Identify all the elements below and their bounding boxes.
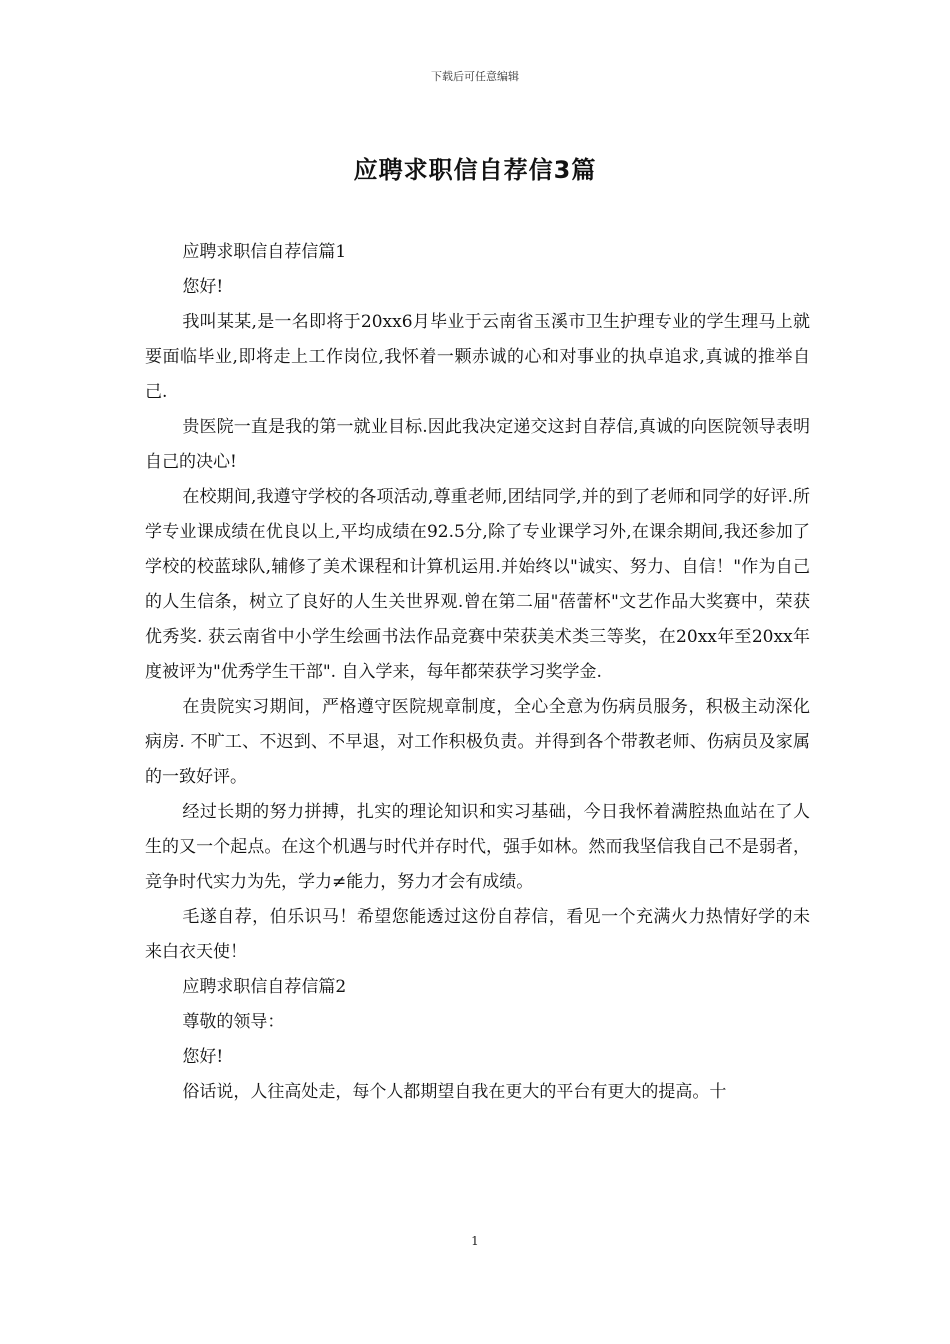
paragraph: 在贵院实习期间，严格遵守医院规章制度，全心全意为伤病员服务，积极主动深化病房. 不旷工、不迟到、不早退，对工作积极负责。并得到各个带教老师、伤病员及家属的一致好评。 (145, 697, 810, 787)
paragraph: 毛遂自荐，伯乐识马！希望您能透过这份自荐信，看见一个充满火力热情好学的未来白衣天使！ (145, 907, 810, 962)
paragraph: 经过长期的努力拼搏，扎实的理论知识和实习基础，今日我怀着满腔热血站在了人生的又一个起点。在这个机遇与时代并存时代，强手如林。然而我坚信我自己不是弱者，竞争时代实力为先，学力≠能力，努力才会有成绩。 (145, 802, 810, 892)
paragraph: 在校期间,我遵守学校的各项活动,尊重老师,团结同学,并的到了老师和同学的好评.所学专业课成绩在优良以上,平均成绩在92.5分,除了专业课学习外,在课余期间,我还参加了学校的校蓝球队,辅修了美术课程和计算机运用.并始终以"诚实、努力、自信！"作为自己的人生信条，树立了良好的人生关世界观.曾在第二届"蓓蕾杯"文艺作品大奖赛中，荣获优秀奖. 获云南省中小学生绘画书法作品竞赛中荣获美术类三等奖，在20xx年至20xx年度被评为"优秀学生干部". 自入学来，每年都荣获学习奖学金. (145, 487, 810, 682)
paragraph: 我叫某某,是一名即将于20xx6月毕业于云南省玉溪市卫生护理专业的学生理马上就要面临毕业,即将走上工作岗位,我怀着一颗赤诚的心和对事业的执卓追求,真诚的推举自己. (145, 312, 810, 402)
section-heading-2: 应聘求职信自荐信篇2 (182, 977, 347, 997)
page-number: 1 (471, 1234, 479, 1248)
salutation: 尊敬的领导： (182, 1012, 285, 1032)
document-title: 应聘求职信自荐信3篇 (353, 156, 597, 184)
page-header-note: 下载后可任意编辑 (431, 70, 519, 83)
greeting: 您好! (182, 277, 224, 297)
paragraph: 贵医院一直是我的第一就业目标.因此我决定递交这封自荐信,真诚的向医院领导表明自己的决心! (145, 417, 810, 472)
paragraph: 俗话说，人往高处走，每个人都期望自我在更大的平台有更大的提高。十 (182, 1082, 727, 1102)
greeting: 您好! (182, 1047, 224, 1067)
section-heading-1: 应聘求职信自荐信篇1 (182, 242, 347, 262)
document-body (145, 235, 810, 1110)
